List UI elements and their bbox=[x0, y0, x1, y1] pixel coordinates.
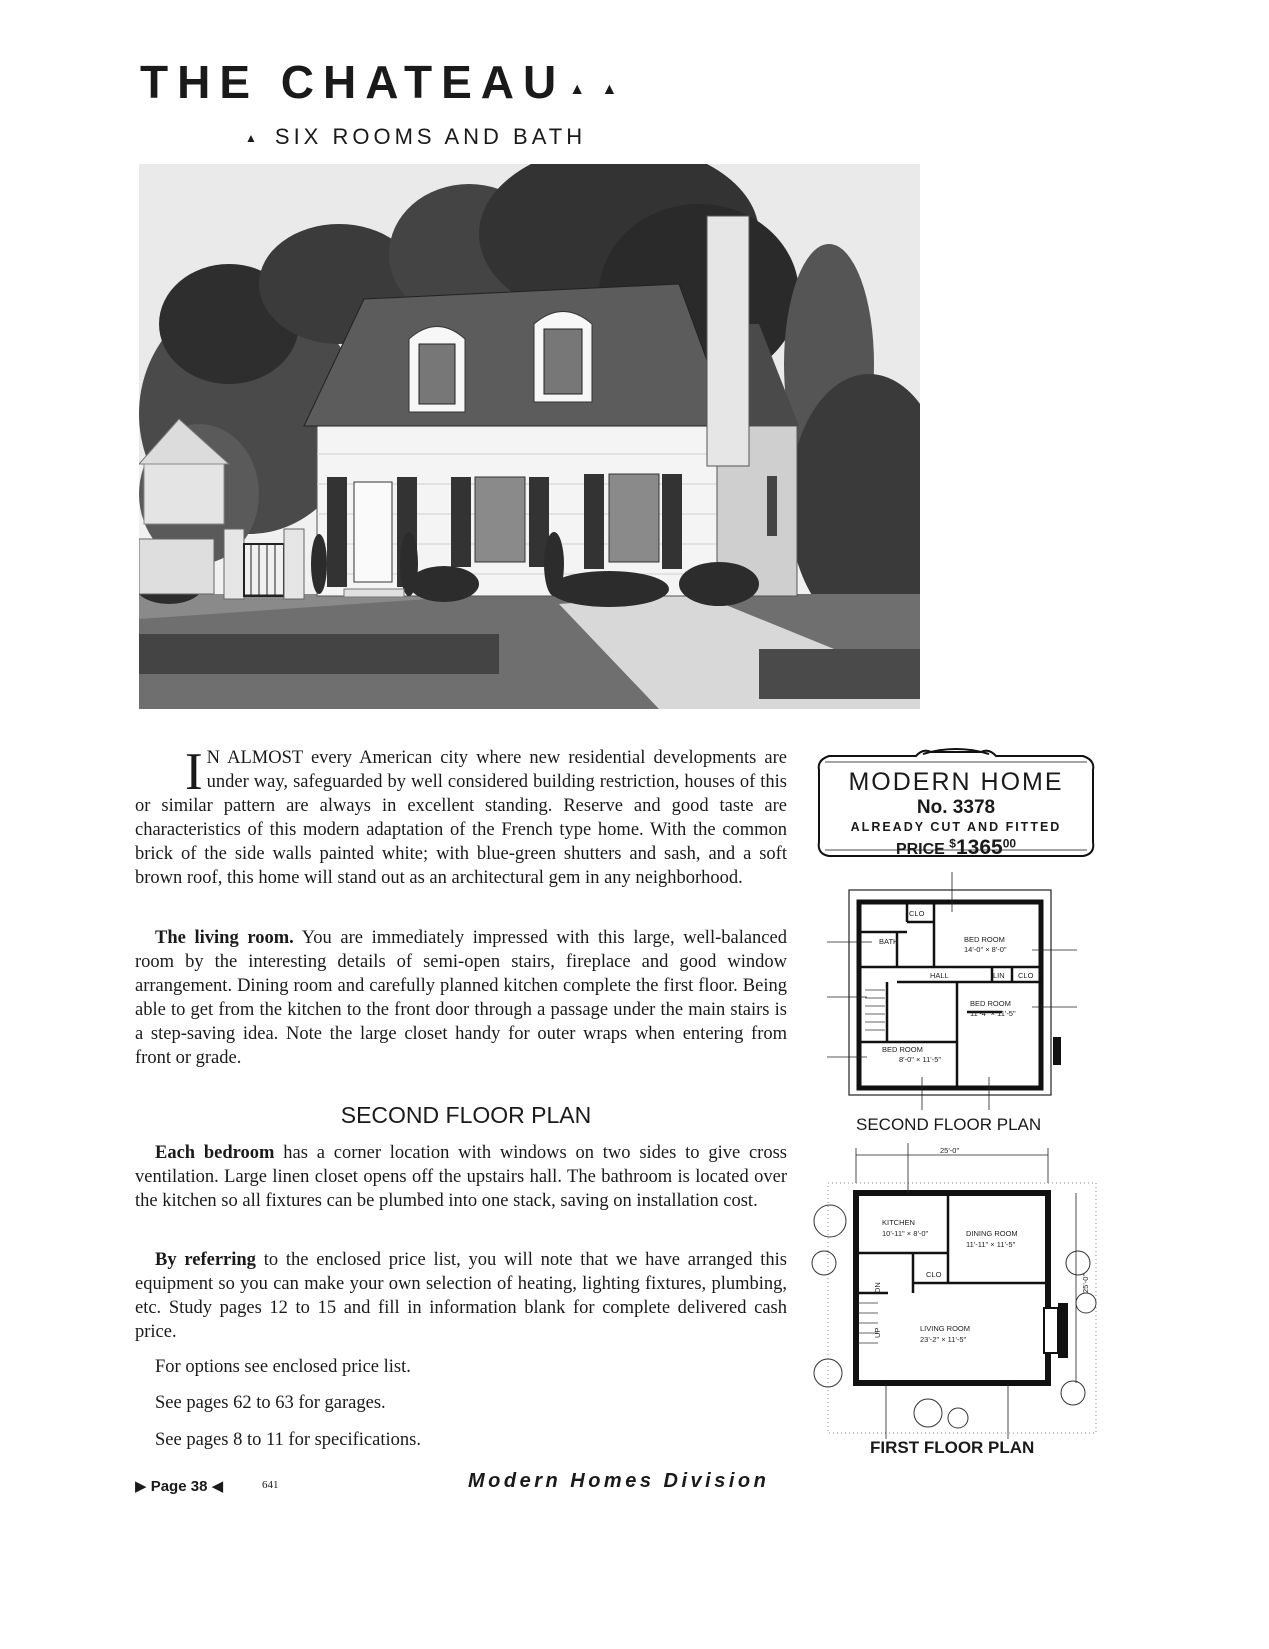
plan-hall: HALL bbox=[930, 971, 949, 980]
plan-kitchen-size: 10'-11" × 8'-0" bbox=[882, 1229, 929, 1238]
second-floor-heading: SECOND FLOOR PLAN bbox=[340, 1102, 592, 1128]
first-floor-plan bbox=[808, 1143, 1106, 1439]
note-specifications: See pages 8 to 11 for specifications. bbox=[155, 1430, 421, 1450]
plan-bed-room-1: BED ROOM bbox=[964, 935, 1005, 944]
referring-lead: By referring bbox=[155, 1250, 256, 1270]
living-room-paragraph: The living room. You are immediately impressed with this large, well-balanced room by the interesting details of semi-open stairs, fireplace and good window arrangement. Dining room and carefully planned kitchen complete the first floor. Being able to get from the kitchen to the front door through a passage under the main stairs is a step-saving idea. Note the large closet handy for outer wraps when entering from front or grade. bbox=[135, 928, 787, 1068]
plan-bed-room-1-size: 14'-0" × 8'-0" bbox=[964, 945, 1007, 954]
note-garages: See pages 62 to 63 for garages. bbox=[155, 1393, 386, 1413]
plan-living-room: LIVING ROOM bbox=[920, 1324, 971, 1333]
plan-bed-room-2: BED ROOM bbox=[970, 999, 1011, 1008]
first-floor-plan-label: FIRST FLOOR PLAN bbox=[870, 1438, 1035, 1457]
price-box-title: MODERN HOME bbox=[848, 768, 1064, 796]
living-room-lead: The living room. bbox=[155, 928, 294, 948]
plan-width-dimension: 25'-0" bbox=[940, 1146, 960, 1155]
second-floor-plan bbox=[827, 872, 1077, 1110]
plan-bath: BATH bbox=[879, 937, 899, 946]
second-floor-plan-label: SECOND FLOOR PLAN bbox=[856, 1115, 1042, 1134]
price: PRICE $1365$^{00}$ bbox=[895, 836, 1017, 859]
plan-bed-room-2-size: 11'-4" × 11'-5" bbox=[970, 1009, 1016, 1018]
house-illustration bbox=[139, 164, 920, 709]
title-triangle-marks: ▲ ▲ bbox=[569, 81, 624, 98]
catalog-number: 641 bbox=[262, 1479, 279, 1491]
precut-label: ALREADY CUT AND FITTED bbox=[850, 820, 1062, 834]
plan-clo-top: CLO bbox=[909, 909, 925, 918]
plan-depth-dimension: 25'-0" bbox=[1081, 1273, 1090, 1293]
model-number: No. 3378 bbox=[916, 797, 996, 818]
plan-bed-room-3-size: 8'-0" × 11'-5" bbox=[899, 1055, 942, 1064]
page-number: ▶ Page 38 ◀ bbox=[135, 1478, 224, 1495]
model-price-box bbox=[811, 746, 1101, 866]
plan-clo-right: CLO bbox=[1018, 971, 1034, 980]
plan-bed-room-3: BED ROOM bbox=[882, 1045, 923, 1054]
note-options: For options see enclosed price list. bbox=[155, 1357, 411, 1377]
plan-stairs-up: UP bbox=[873, 1327, 882, 1338]
bedroom-lead: Each bedroom bbox=[155, 1143, 275, 1163]
plan-lin: LIN bbox=[993, 971, 1005, 980]
division-name: Modern Homes Division bbox=[468, 1470, 770, 1492]
plan-kitchen: KITCHEN bbox=[882, 1218, 915, 1227]
plan-living-room-size: 23'-2" × 11'-5" bbox=[920, 1335, 967, 1344]
plan-dining-room-size: 11'-11" × 11'-5" bbox=[966, 1240, 1016, 1249]
intro-paragraph: I N ALMOST every American city where new residential developments are under way, safeguarded by well considered building restriction, houses of this or similar pattern are always in excellent standing. Reserve and good taste are characteristics of this modern adaptation of the French type home. With the common brick of the side walls painted white; with blue-green shutters and sash, and a soft brown roof, this home will stand out as an architectural gem in any neighborhood. bbox=[135, 743, 787, 888]
page-title: THE CHATEAU ▲ ▲ bbox=[140, 56, 624, 108]
page-subtitle: ▲ SIX ROOMS AND BATH bbox=[245, 124, 587, 149]
plan-dining-room: DINING ROOM bbox=[966, 1229, 1018, 1238]
plan-stairs-down: DN bbox=[873, 1282, 882, 1293]
bedroom-paragraph: Each bedroom has a corner location with windows on two sides to give cross ventilation. Large linen closet opens off the upstairs hall. The bathroom is located over the kitchen so all fixtures can be plumbed into one stack, saving on installation cost. bbox=[135, 1143, 787, 1211]
drop-cap: I bbox=[185, 743, 203, 801]
plan-clo: CLO bbox=[926, 1270, 942, 1279]
price-list-paragraph: By referring to the enclosed price list, you will note that we have arranged this equipment so you can make your own selection of heating, lighting fixtures, plumbing, etc. Study pages 12 to 15 and fill in information blank for complete delivered cash price. bbox=[135, 1250, 788, 1342]
subtitle-triangle-mark: ▲ bbox=[245, 131, 261, 145]
